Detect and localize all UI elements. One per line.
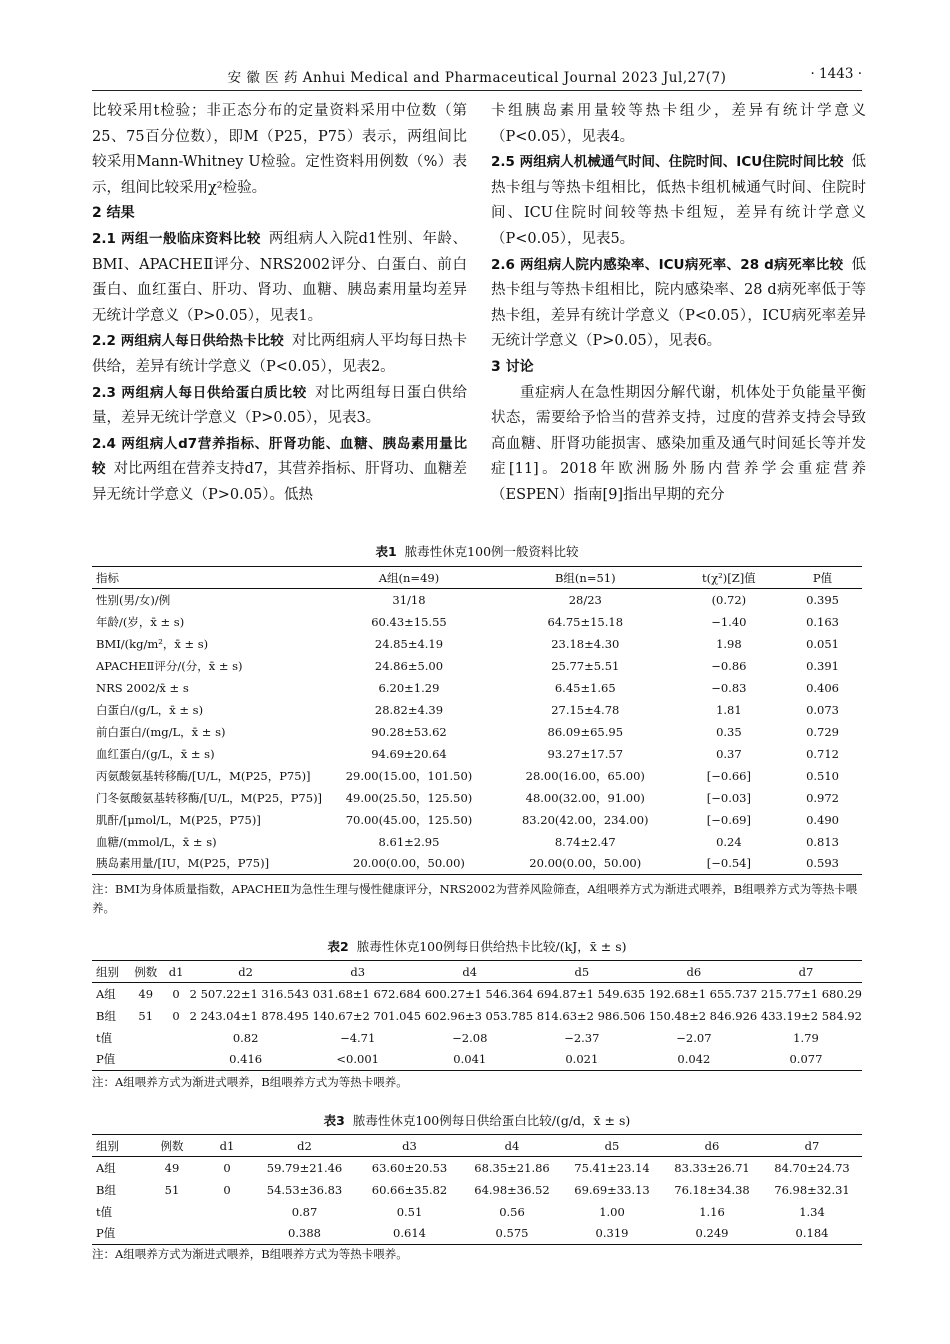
table-row [92,1027,862,1049]
table3-header: d3 [357,1135,462,1157]
table-cell: 27.15±4.78 [551,702,620,717]
page-number: · 1443 · [810,66,862,82]
table-cell: APACHEⅡ评分/(分，x̄ ± s) [96,658,243,673]
table-cell: 胰岛素用量/[IU，M(P25，P75)] [92,853,322,875]
table-cell: 0.972 [806,790,840,805]
subsection-2-3 [92,381,467,432]
table3-caption [92,1111,862,1129]
table-cell: 70.00(45.00，125.50) [345,812,473,827]
table-row [92,677,862,699]
table2-header: d7 [750,961,862,983]
table-cell: 1.34 [799,1204,825,1219]
table-cell [129,1027,163,1049]
table3-header: d5 [562,1135,662,1157]
subsection-2-6 [491,253,866,355]
table-cell: 29.00(15.00，101.50) [345,768,473,783]
table-cell: 6.20±1.29 [378,680,440,695]
table-cell: 0.56 [499,1204,525,1219]
table-cell: A组 [96,1160,116,1175]
table-cell: 4 694.87±1 549.63 [525,986,638,1001]
table-cell: B组 [96,1182,116,1197]
table1-header: B组(n=51) [496,567,675,589]
table-row [92,853,862,875]
table-row [92,765,862,787]
table-cell: 0.416 [190,1049,302,1071]
table-cell: −1.40 [711,614,747,629]
table-cell [202,1223,252,1245]
table-cell: 0.406 [806,680,840,695]
table-cell: 0.077 [750,1049,862,1071]
subsection-2-4-text: 对比两组在营养支持d7，其营养指标、肝肾功、血糖差异无统计学意义（P>0.05）。低热 [92,461,467,503]
table-cell: 24.85±4.19 [374,636,444,651]
subsection-2-4 [92,432,467,509]
table-row [92,1201,862,1223]
table-cell: t值 [96,1030,113,1045]
table-cell: 0.712 [806,746,840,761]
table-cell: 7 215.77±1 680.29 [749,986,862,1001]
table-cell: 0.073 [806,702,840,717]
table-cell: 6 150.48±2 846.92 [637,1008,750,1023]
table-cell: A组 [96,986,116,1001]
table3-header: 组别 [92,1135,142,1157]
table-cell: 性别(男/女)/例 [96,592,171,607]
table-cell: 丙氨酸氨基转移酶/[U/L，M(P25，P75)] [96,768,311,783]
table-cell [129,1049,163,1071]
table-row [92,787,862,809]
table-cell: 0.051 [806,636,840,651]
table-cell: 5 602.96±3 053.78 [413,1008,526,1023]
table-cell: 0.163 [806,614,840,629]
table-cell: 0.391 [806,658,840,673]
table-cell: t值 [96,1204,113,1219]
table-row [92,983,862,1005]
table-cell: 8.74±2.47 [554,834,616,849]
table-cell: 86.09±65.95 [547,724,624,739]
table-cell: 49 [164,1160,180,1175]
table3-title: 脓毒性休克100例每日供给蛋白比较/(g/d，x̄ ± s) [352,1113,631,1128]
table-cell: 1.81 [716,702,742,717]
table-cell: 83.33±26.71 [674,1160,750,1175]
table3-header: d1 [202,1135,252,1157]
table-cell: 0.575 [462,1223,562,1245]
section-discussion-heading: 3 讨论 [491,358,534,375]
table-row [92,1049,862,1071]
table-row [92,589,862,611]
table-cell: 68.35±21.86 [474,1160,550,1175]
running-header [92,66,862,86]
table-cell: 25.77±5.51 [551,658,620,673]
table-cell: 6 433.19±2 584.92 [749,1008,862,1023]
table-row [92,831,862,853]
table-cell: 年龄/(岁，x̄ ± s) [96,614,185,629]
table3-header: d7 [762,1135,862,1157]
table-cell: 60.43±15.55 [371,614,447,629]
journal-title: 安 徽 医 药 Anhui Medical and Pharmaceutical Journal 2023 Jul,27(7) [227,70,727,86]
table3-header: d6 [662,1135,762,1157]
table-cell: 0.729 [806,724,840,739]
table2-header: d3 [302,961,414,983]
table-cell: −0.86 [711,658,747,673]
subsection-2-1-title: 2.1 两组一般临床资料比较 [92,230,261,247]
discussion-paragraph: 重症病人在急性期因分解代谢，机体处于负能量平衡状态，需要给予恰当的营养支持，过度的营养支持会导致高血糖、肝肾功能损害、感染加重及通气时间延长等并发症[11]。2018年欧洲肠外肠内营养学会重症营养（ESPEN）指南[9]指出早期的充分 [491,384,866,503]
table2 [92,960,862,1071]
table-cell: 31/18 [392,592,426,607]
table3-label: 表3 [323,1113,345,1128]
table-cell: 4 600.27±1 546.36 [413,986,526,1001]
table-cell: 血红蛋白/(g/L，x̄ ± s) [96,746,215,761]
subsection-2-1-text: 两组病人入院d1性别、年龄、BMI、APACHEⅡ评分、NRS2002评分、白蛋白、前白蛋白、血红蛋白、肝功、肾功、血糖、胰岛素用量均差异无统计学意义（P>0.05），见表1。 [92,230,467,324]
subsection-2-6-text: 低热卡组与等热卡组相比，院内感染率、28 d病死率低于等热卡组，差异有统计学意义（P<0.05），ICU病死率差异无统计学意义（P>0.05），见表6。 [491,256,866,350]
table-row [92,1157,862,1179]
table1-caption [92,542,862,560]
table-cell: −2.37 [564,1030,600,1045]
table-row [92,611,862,633]
table-row [92,655,862,677]
table-cell: <0.001 [302,1049,414,1071]
table-cell: 0.510 [806,768,840,783]
subsection-2-5 [491,150,866,252]
table-row [92,743,862,765]
table3-header: 例数 [142,1135,202,1157]
subsection-2-2-text: 对比两组病人平均每日热卡供给，差异有统计学意义（P<0.05），见表2。 [92,333,467,375]
table-cell: 1.98 [716,636,742,651]
table-cell: 2 243.04±1 878.49 [189,1008,302,1023]
table-cell: 0.319 [562,1223,662,1245]
subsection-2-3-title: 2.3 两组病人每日供给蛋白质比较 [92,384,307,401]
table-cell: 0.184 [762,1223,862,1245]
table3-header: d4 [462,1135,562,1157]
table-cell: 0.490 [806,812,840,827]
subsection-2-6-title: 2.6 两组病人院内感染率、ICU病死率、28 d病死率比较 [491,256,844,273]
table-cell: 0.813 [806,834,840,849]
table-cell: [−0.69] [706,812,751,827]
table-cell: 51 [138,1008,154,1023]
table-cell: 64.98±36.52 [474,1182,550,1197]
table-cell: 前白蛋白/(mg/L，x̄ ± s) [96,724,226,739]
table-cell: 白蛋白/(g/L，x̄ ± s) [96,702,204,717]
table-cell: 76.18±34.38 [674,1182,750,1197]
table-cell: [−0.54] [675,853,783,875]
table-cell: 64.75±15.18 [547,614,624,629]
subsection-2-3-text: 对比两组每日蛋白供给量，差异无统计学意义（P>0.05），见表3。 [92,384,467,427]
table-cell: 28.82±4.39 [374,702,444,717]
table-cell: 0 [223,1182,231,1197]
right-column [491,99,866,509]
table-cell [163,1049,190,1071]
table-cell: 0.37 [716,746,742,761]
table-cell: 0 [172,986,180,1001]
table-row [92,699,862,721]
table-cell: 76.98±32.31 [774,1182,850,1197]
subsection-2-5-text: 低热卡组与等热卡组相比，低热卡组机械通气时间、住院时间、ICU住院时间较等热卡组短，差异有统计学意义（P<0.05），见表5。 [491,154,866,247]
table2-header: d1 [163,961,190,983]
table-cell: 门冬氨酸氨基转移酶/[U/L，M(P25，P75)] [96,790,323,805]
table2-header: d4 [414,961,526,983]
table-row [92,633,862,655]
table-cell: 83.20(42.00，234.00) [521,812,649,827]
table-cell: 84.70±24.73 [774,1160,850,1175]
table-cell: 59.79±21.46 [266,1160,343,1175]
table-cell: 93.27±17.57 [547,746,624,761]
subsection-2-2 [92,329,467,380]
table-cell: −2.08 [452,1030,488,1045]
subsection-2-4-continued: 卡组胰岛素用量较等热卡组少，差异有统计学意义（P<0.05），见表4。 [491,103,866,145]
table-cell: 60.66±35.82 [371,1182,448,1197]
table-cell: 0.24 [716,834,742,849]
table-cell: 5 192.68±1 655.73 [637,986,750,1001]
table-cell: B组 [96,1008,116,1023]
table-cell [202,1201,252,1223]
table-cell: 0.614 [357,1223,462,1245]
table-cell: 75.41±23.14 [574,1160,650,1175]
table-row [92,1223,862,1245]
table-cell: 0.51 [396,1204,423,1219]
table-cell: [−0.66] [706,768,751,783]
subsection-2-2-title: 2.2 两组病人每日供给热卡比较 [92,333,284,350]
table-cell: 1.16 [699,1204,725,1219]
table1-header: A组(n=49) [322,567,496,589]
table-cell: 0.021 [526,1049,638,1071]
table-cell [142,1201,202,1223]
subsection-2-5-title: 2.5 两组病人机械通气时间、住院时间、ICU住院时间比较 [491,154,844,171]
table-cell: P值 [92,1223,142,1245]
table-row [92,721,862,743]
table-cell: 94.69±20.64 [371,746,447,761]
table1-header: 指标 [92,567,322,589]
table-cell: P值 [92,1049,129,1071]
table2-header: 组别 [92,961,129,983]
table-cell: 20.00(0.00，50.00) [322,853,496,875]
table-cell: 0.35 [716,724,742,739]
table2-note: 注：A组喂养方式为渐进式喂养，B组喂养方式为等热卡喂养。 [92,1075,408,1089]
table2-title: 脓毒性休克100例每日供给热卡比较/(kJ，x̄ ± s) [356,939,627,954]
table-cell [142,1223,202,1245]
table-cell: BMI/(kg/m²，x̄ ± s) [96,636,209,651]
table-cell: 2 507.22±1 316.54 [189,986,302,1001]
table-cell: 5 140.67±2 701.04 [301,1008,414,1023]
table-cell: 0.593 [783,853,862,875]
paragraph-methods-end: 比较采用t检验；非正态分布的定量资料采用中位数（第25、75百分位数），即M（P25，P75）表示，两组间比较采用Mann-Whitney U检验。定性资料用例数（%）表示，组间比较采用χ²检验。 [92,103,467,196]
table-cell: 49 [138,986,154,1001]
table2-header: d2 [190,961,302,983]
table-cell: 肌酐/[μmol/L，M(P25，P75)] [96,812,261,827]
table-row [92,1179,862,1201]
table-cell: 6.45±1.65 [554,680,616,695]
table-cell: 血糖/(mmol/L，x̄ ± s) [96,834,217,849]
table-cell: [−0.03] [706,790,751,805]
table-cell: 48.00(32.00，91.00) [525,790,645,805]
table-cell: −4.71 [340,1030,376,1045]
subsection-2-4-title: 2.4 两组病人d7营养指标、肝肾功能、血糖、胰岛素用量比较 [92,435,467,478]
table-cell: −2.07 [676,1030,712,1045]
table2-label: 表2 [327,939,349,954]
table-cell: 0.87 [291,1204,318,1219]
table-cell [163,1027,190,1049]
table-cell: 0.042 [638,1049,750,1071]
table1-header: P值 [783,567,862,589]
table3-header: d2 [252,1135,357,1157]
section-results-heading: 2 结果 [92,205,135,222]
table-cell: 20.00(0.00，50.00) [496,853,675,875]
table-cell: 28/23 [568,592,602,607]
table-cell: 69.69±33.13 [574,1182,650,1197]
subsection-2-1 [92,227,467,329]
table1-label: 表1 [375,544,397,559]
table-cell: 0.249 [662,1223,762,1245]
table-row [92,1005,862,1027]
table-row [92,809,862,831]
table-cell: 23.18±4.30 [551,636,620,651]
table-cell: 54.53±36.83 [266,1182,343,1197]
table-cell: 1.00 [599,1204,625,1219]
table2-caption [92,937,862,955]
table-cell: 51 [164,1182,180,1197]
table-cell: 0 [223,1160,231,1175]
table-cell: 0 [172,1008,180,1023]
table1-title: 脓毒性休克100例一般资料比较 [404,544,579,559]
table2-header: 例数 [129,961,163,983]
table-cell: 3 031.68±1 672.68 [301,986,414,1001]
table-cell: (0.72) [711,592,747,607]
table-cell: 49.00(25.50，125.50) [345,790,473,805]
table-cell: 0.388 [252,1223,357,1245]
table2-header: d5 [526,961,638,983]
table-cell: NRS 2002/x̄ ± s [96,680,189,695]
table-cell: 24.86±5.00 [374,658,444,673]
table-cell: 0.395 [806,592,840,607]
table-cell: 5 814.63±2 986.50 [525,1008,638,1023]
table-cell: 90.28±53.62 [371,724,447,739]
table3-note: 注：A组喂养方式为渐进式喂养，B组喂养方式为等热卡喂养。 [92,1247,408,1261]
table1-note: 注：BMI为身体质量指数，APACHEⅡ为急性生理与慢性健康评分，NRS2002为营养风险筛查，A组喂养方式为渐进式喂养，B组喂养方式为等热卡喂养。 [92,882,858,915]
table-cell: 28.00(16.00，65.00) [525,768,645,783]
table-cell: 0.041 [414,1049,526,1071]
table-cell: 0.82 [232,1030,259,1045]
table-cell: 1.79 [793,1030,819,1045]
table2-header: d6 [638,961,750,983]
table-cell: −0.83 [711,680,747,695]
table-cell: 63.60±20.53 [371,1160,448,1175]
table1-header: t(χ²)[Z]值 [675,567,783,589]
table-cell: 8.61±2.95 [378,834,440,849]
table3 [92,1134,862,1245]
header-rule [92,90,862,91]
table1 [92,566,862,875]
left-column [92,99,467,509]
